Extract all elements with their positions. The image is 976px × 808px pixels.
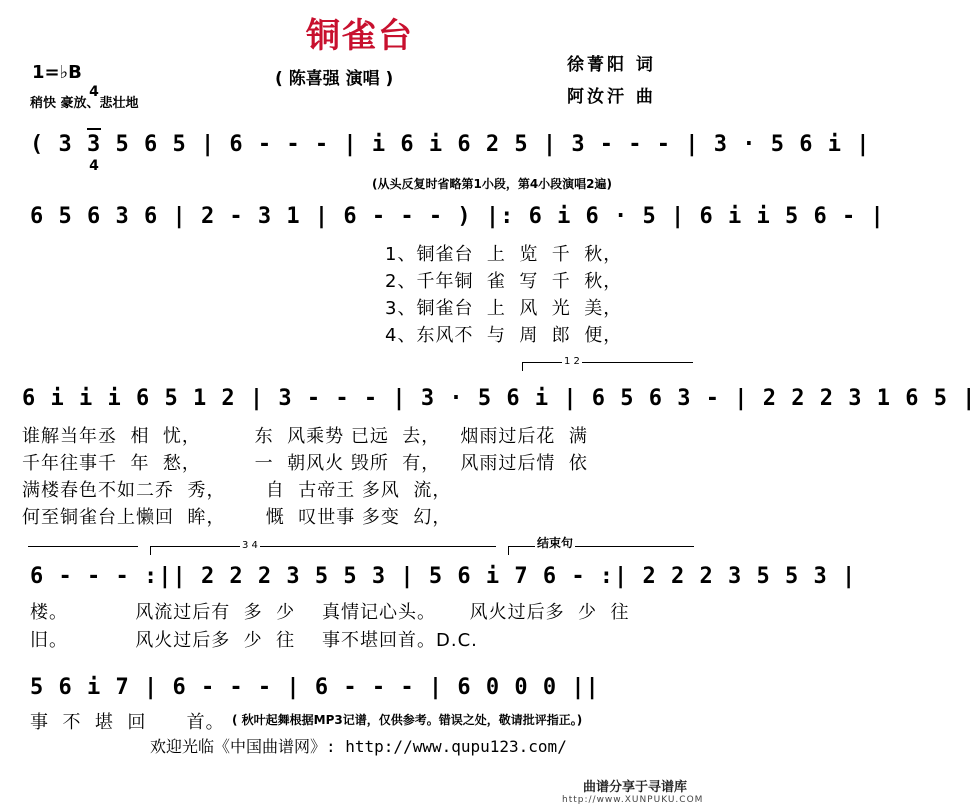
volta-label-3-4: 3 4 (242, 540, 258, 551)
volta-bracket-1-2 (522, 362, 693, 371)
time-signature-top: 4 (89, 84, 99, 100)
singer-credit: ( 陈喜强 演唱 ) (275, 69, 394, 89)
verse-line-1a: 1、铜雀台 上 览 千 秋， (385, 244, 623, 265)
verse-line-4b: 何至铜雀台上懒回 眸， 慨 叹世事 多变 幻， (22, 507, 452, 528)
song-title: 铜雀台 (306, 16, 414, 56)
verse-line-3a: 3、铜雀台 上 风 光 美， (385, 298, 623, 319)
time-signature-bottom: 4 (89, 158, 99, 174)
composer-credit: 阿汝汗 曲 (567, 87, 656, 107)
notation-system-5: 5 6 i 7 | 6 - - - | 6 - - - | 6 0 0 0 || (30, 675, 600, 700)
watermark-url[interactable]: http://www.XUNPUKU.COM (562, 795, 704, 805)
time-signature (87, 57, 101, 187)
ending-label: 结束句 (537, 536, 574, 550)
notation-system-1: ( 3 3 5 6 5 | 6 - - - | i 6 i 6 2 5 | 3 - - - | 3 · 5 6 i | (30, 132, 871, 157)
verse-line-end-1: 楼。 风流过后有 多 少 真情记心头。 风火过后多 少 往 (30, 602, 630, 623)
verse-line-2a: 2、千年铜 雀 写 千 秋， (385, 271, 623, 292)
notation-system-4: 6 - - - :|| 2 2 2 3 5 5 3 | 5 6 i 7 6 - :| 2 2 2 3 5 5 3 | (30, 564, 857, 589)
notation-system-2: 6 5 6 3 6 | 2 - 3 1 | 6 - - - ) |: 6 i 6 · 5 | 6 i i 5 6 - | (30, 204, 885, 229)
notation-system-3: 6 i i i 6 5 1 2 | 3 - - - | 3 · 5 6 i | 6 5 6 3 - | 2 2 2 3 1 6 5 | (22, 386, 976, 411)
volta-bracket-3-4 (150, 546, 496, 555)
verse-line-3b: 满楼春色不如二乔 秀， 自 古帝王 多风 流， (22, 480, 452, 501)
verse-line-4a: 4、东风不 与 周 郎 便， (385, 325, 623, 346)
website-link[interactable]: 欢迎光临《中国曲谱网》: http://www.qupu123.com/ (150, 737, 567, 756)
verse-line-end-2: 旧。 风火过后多 少 往 事不堪回首。D.C. (30, 630, 478, 651)
volta-bracket-prev (28, 546, 138, 555)
verse-line-2b: 千年往事千 年 愁， 一 朝风火 毁所 有， 风雨过后情 依 (22, 453, 588, 474)
key-signature: 1=♭B (32, 62, 82, 83)
tempo-marking: 稍快 豪放、悲壮地 (30, 96, 139, 111)
lyricist-credit: 徐菁阳 词 (567, 55, 656, 75)
watermark-text: 曲谱分享于寻谱库 (583, 780, 688, 795)
volta-label-1-2: 1 2 (564, 356, 580, 367)
repeat-instruction: (从头反复时省略第1小段，第4小段演唱2遍) (372, 177, 613, 191)
verse-line-1b: 谁解当年丞 相 忧， 东 风乘势 已远 去， 烟雨过后花 满 (22, 426, 588, 447)
transcription-note: ( 秋叶起舞根据MP3记谱，仅供参考。错误之处，敬请批评指正。) (232, 713, 583, 727)
verse-line-final: 事 不 堪 回 首。 (30, 712, 225, 733)
